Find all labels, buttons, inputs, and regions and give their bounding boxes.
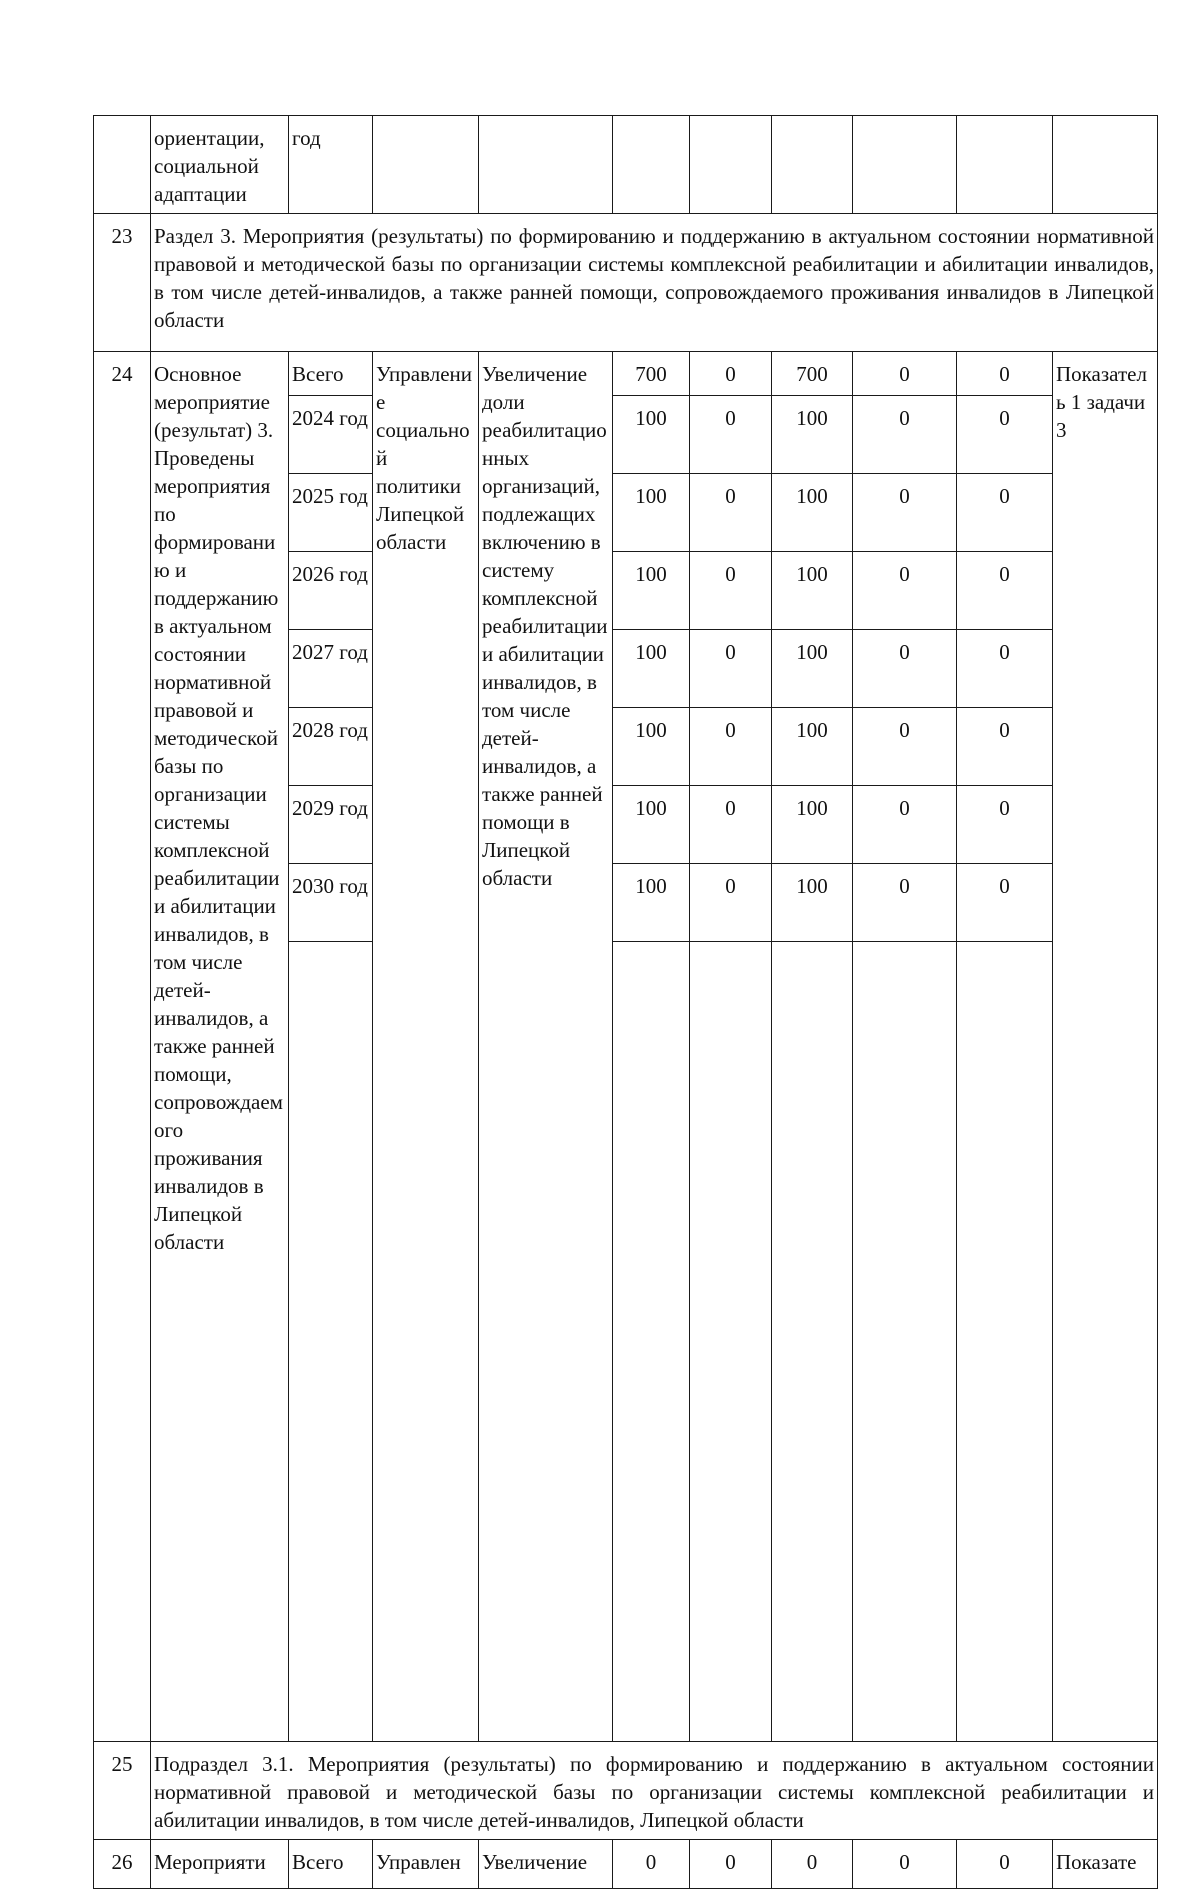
regional-cell: 700: [772, 352, 853, 396]
federal-cell: 0: [690, 552, 772, 630]
activity-name-cell: Основное мероприятие (результат) 3. Проведены мероприятия по формированию и поддержанию в актуальном состоянии нормативной правовой и методической базы по организации системы комплексной реабилитации и абилитации инвалидов, в том числе детей-инвалидов, а также ранней помощи, сопровождаемого проживания инвалидов в Липецкой области: [151, 352, 289, 1742]
row-number: 26: [94, 1840, 151, 1889]
local-cell: 0: [853, 352, 957, 396]
result-cell: [479, 116, 613, 214]
extra-cell: 0: [957, 1840, 1053, 1889]
local-cell: 0: [853, 630, 957, 708]
local-cell: 0: [853, 396, 957, 474]
federal-cell: 0: [690, 474, 772, 552]
extra-cell: 0: [957, 396, 1053, 474]
regional-cell: [772, 116, 853, 214]
total-cell: 100: [613, 552, 690, 630]
period-cell: Всего: [289, 352, 373, 396]
indicator-cell: Показате: [1053, 1840, 1158, 1889]
program-table: [93, 115, 1158, 1889]
activity-name-cell: ориентации, социальной адаптации: [151, 116, 289, 214]
extra-cell: 0: [957, 864, 1053, 942]
subsection-heading: Подраздел 3.1. Мероприятия (результаты) по формированию и поддержанию в актуальном состоянии нормативной правовой и методической базы по организации системы комплексной реабилитации и абилитации инвалидов, в том числе детей-инвалидов, Липецкой области: [151, 1742, 1158, 1840]
total-cell: 100: [613, 630, 690, 708]
period-cell: 2024 год: [289, 396, 373, 474]
total-cell: 100: [613, 864, 690, 942]
total-cell: 100: [613, 396, 690, 474]
executor-cell: [373, 116, 479, 214]
total-cell: 700: [613, 352, 690, 396]
row-number: 25: [94, 1742, 151, 1840]
local-cell: 0: [853, 1840, 957, 1889]
regional-cell: 100: [772, 786, 853, 864]
regional-cell: 100: [772, 552, 853, 630]
period-cell: 2026 год: [289, 552, 373, 630]
federal-cell: 0: [690, 630, 772, 708]
total-cell: 100: [613, 786, 690, 864]
result-cell: Увеличение доли реабилитационных организаций, подлежащих включению в систему комплексной реабилитации и абилитации инвалидов, в том числе детей-инвалидов, а также ранней помощи в Липецкой области: [479, 352, 613, 1742]
extra-cell: [957, 942, 1053, 1742]
extra-cell: 0: [957, 474, 1053, 552]
local-cell: [853, 942, 957, 1742]
regional-cell: 0: [772, 1840, 853, 1889]
extra-cell: 0: [957, 352, 1053, 396]
total-cell: 100: [613, 474, 690, 552]
total-cell: [613, 116, 690, 214]
indicator-cell: [1053, 116, 1158, 214]
federal-cell: 0: [690, 396, 772, 474]
federal-cell: 0: [690, 708, 772, 786]
activity-name-cell: Мероприяти: [151, 1840, 289, 1889]
period-cell: год: [289, 116, 373, 214]
extra-cell: [957, 116, 1053, 214]
extra-cell: 0: [957, 630, 1053, 708]
table-row-continued: [94, 116, 1158, 214]
local-cell: 0: [853, 474, 957, 552]
period-cell: 2029 год: [289, 786, 373, 864]
extra-cell: 0: [957, 708, 1053, 786]
regional-cell: 100: [772, 396, 853, 474]
local-cell: 0: [853, 786, 957, 864]
federal-cell: 0: [690, 1840, 772, 1889]
table-row-24: [94, 352, 1158, 396]
result-cell: Увеличение: [479, 1840, 613, 1889]
local-cell: 0: [853, 552, 957, 630]
row-number: 23: [94, 214, 151, 352]
local-cell: [853, 116, 957, 214]
regional-cell: [772, 942, 853, 1742]
federal-cell: 0: [690, 786, 772, 864]
federal-cell: 0: [690, 352, 772, 396]
period-cell: 2030 год: [289, 864, 373, 942]
executor-cell: Управлен: [373, 1840, 479, 1889]
period-cell: Всего: [289, 1840, 373, 1889]
total-cell: [613, 942, 690, 1742]
table-row-26: [94, 1840, 1158, 1889]
federal-cell: 0: [690, 864, 772, 942]
federal-cell: [690, 942, 772, 1742]
table-row-23: [94, 214, 1158, 352]
regional-cell: 100: [772, 864, 853, 942]
period-cell: 2028 год: [289, 708, 373, 786]
period-cell: 2025 год: [289, 474, 373, 552]
total-cell: 100: [613, 708, 690, 786]
table-row-25: [94, 1742, 1158, 1840]
period-cell: 2027 год: [289, 630, 373, 708]
executor-cell: Управление социальной политики Липецкой области: [373, 352, 479, 1742]
total-cell: 0: [613, 1840, 690, 1889]
row-number: 24: [94, 352, 151, 1742]
federal-cell: [690, 116, 772, 214]
regional-cell: 100: [772, 630, 853, 708]
regional-cell: 100: [772, 474, 853, 552]
period-cell: [289, 942, 373, 1742]
row-number-cell: [94, 116, 151, 214]
indicator-cell: Показатель 1 задачи 3: [1053, 352, 1158, 1742]
extra-cell: 0: [957, 552, 1053, 630]
extra-cell: 0: [957, 786, 1053, 864]
regional-cell: 100: [772, 708, 853, 786]
section-heading: Раздел 3. Мероприятия (результаты) по формированию и поддержанию в актуальном состоянии нормативной правовой и методической базы по организации системы комплексной реабилитации и абилитации инвалидов, в том числе детей-инвалидов, а также ранней помощи, сопровождаемого проживания инвалидов в Липецкой области: [151, 214, 1158, 352]
local-cell: 0: [853, 708, 957, 786]
local-cell: 0: [853, 864, 957, 942]
